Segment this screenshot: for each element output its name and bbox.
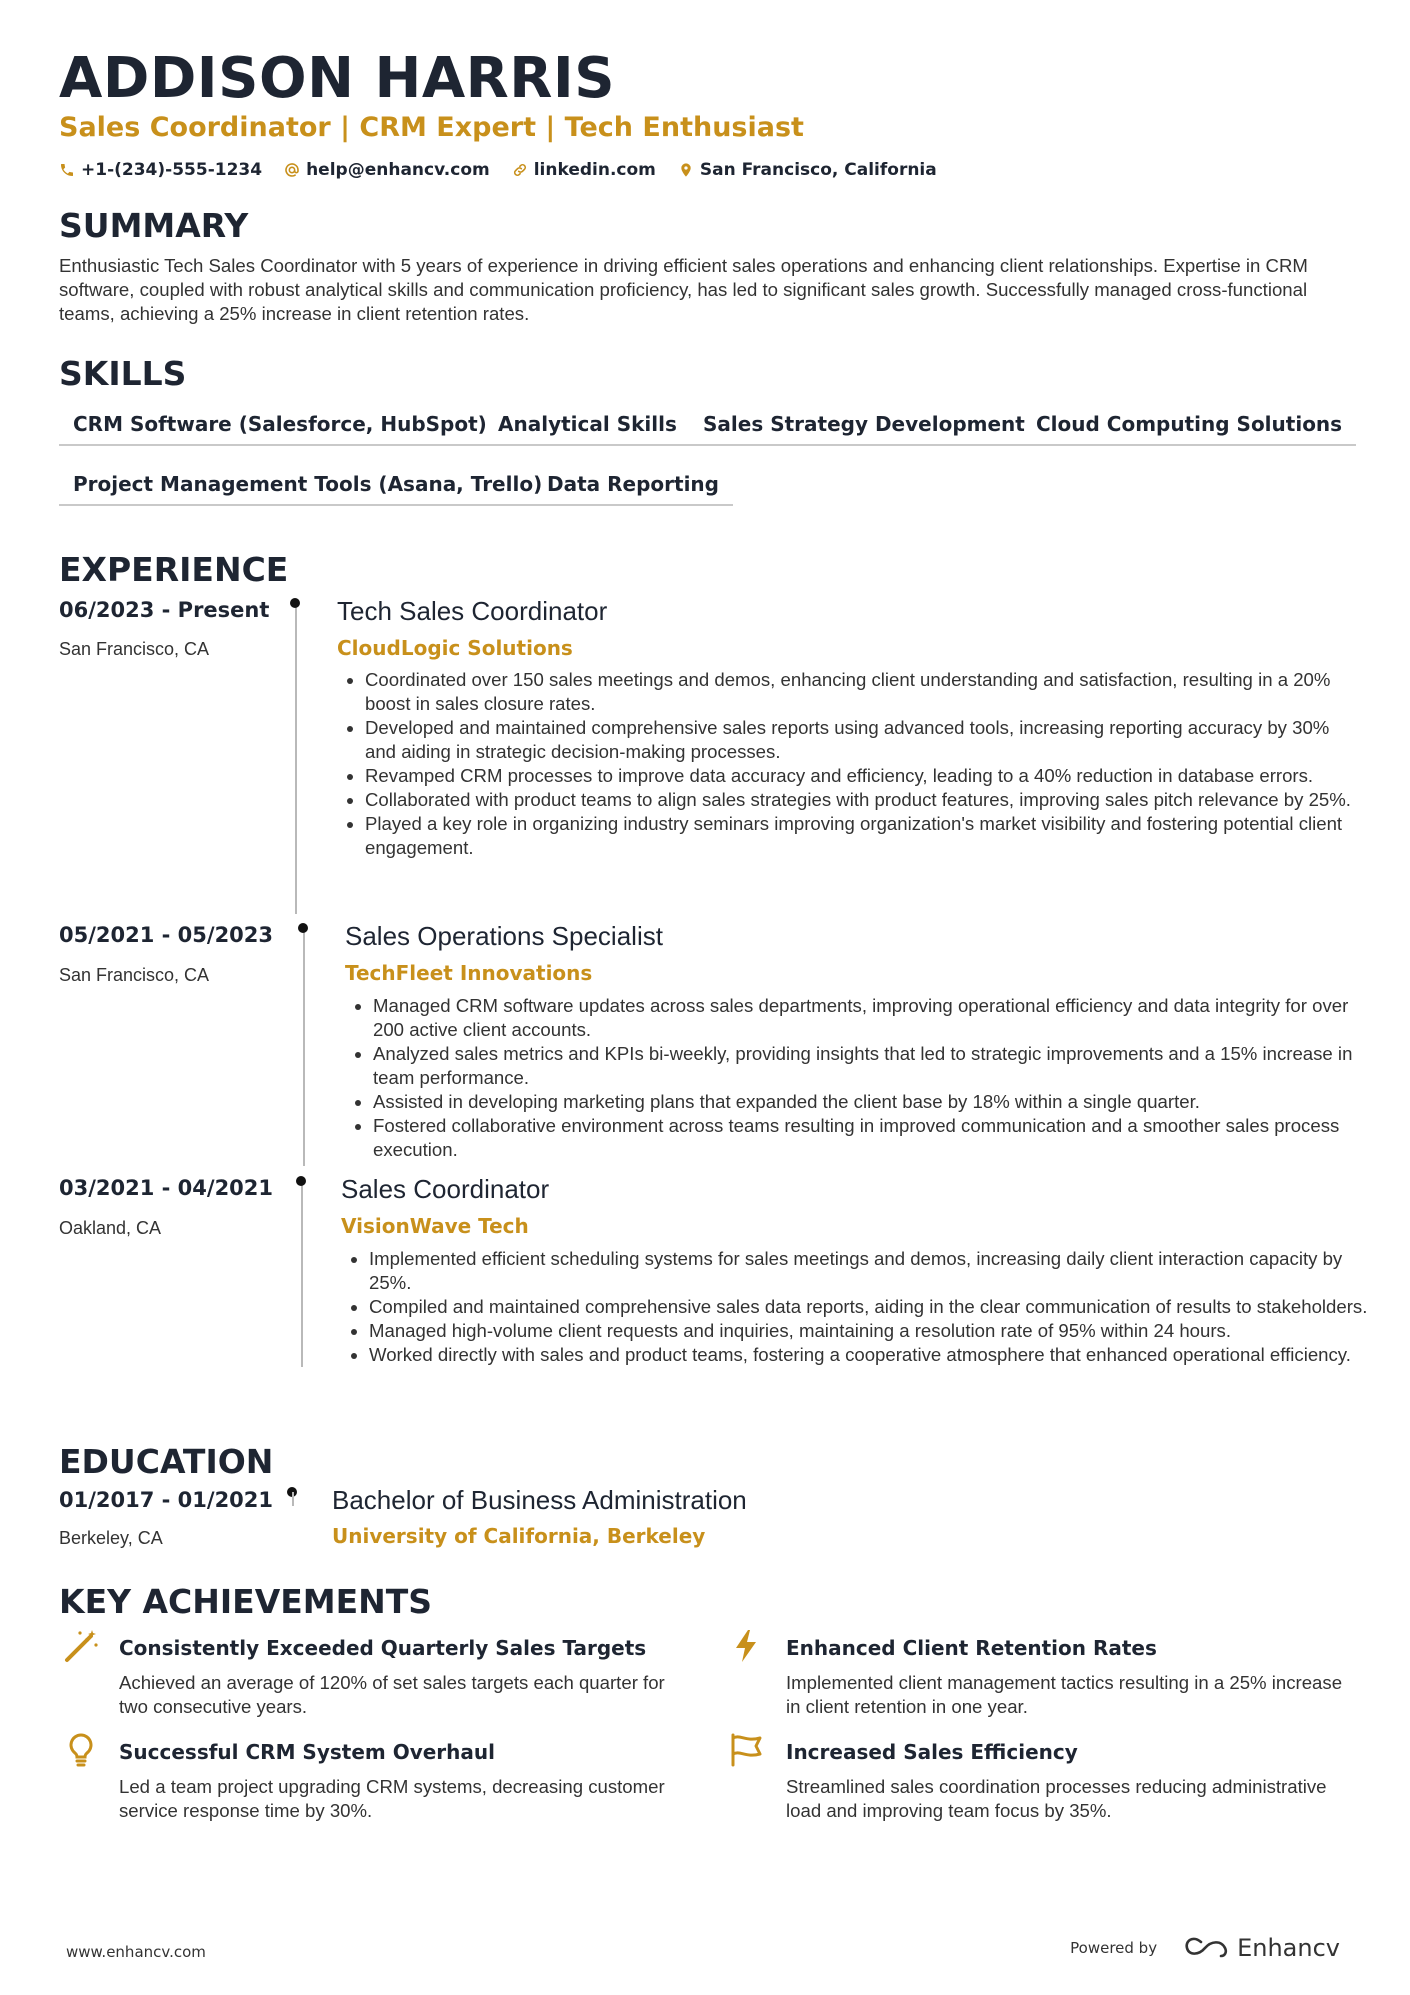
job-location: San Francisco, CA [59,965,210,985]
contact-bar [59,160,937,180]
contact-phone[interactable] [59,160,262,180]
timeline-line [303,928,305,1166]
job-title: Sales Operations Specialist [345,921,663,951]
powered-by-label: Powered by [1070,1939,1158,1957]
achievement-title: Successful CRM System Overhaul [119,1740,495,1764]
candidate-name: ADDISON HARRIS [59,46,616,111]
timeline-dot [290,598,300,608]
magic-wand-icon [63,1628,99,1664]
phone-icon [59,162,75,178]
job-bullets [345,1247,1389,1367]
school-name: University of California, Berkeley [332,1524,706,1548]
job-dates: 06/2023 - Present [59,598,270,622]
skill-tag: Project Management Tools (Asana, Trello) [59,464,556,506]
achievement-title: Increased Sales Efficiency [786,1740,1078,1764]
list-item: • Fostered collaborative environment across teams resulting in improved communication and a smoother sales process execution. [373,1114,1373,1162]
skill-tag: Sales Strategy Development [689,404,1039,446]
skill-tag: Data Reporting [533,464,733,506]
brand-name: Enhancv [1237,1934,1340,1962]
company-name: VisionWave Tech [341,1214,529,1238]
location-text: San Francisco, California [699,160,937,180]
lightbulb-icon [63,1732,99,1768]
list-item: • Played a key role in organizing industry seminars improving organization's market visibility and fostering potential client engagement. [365,812,1365,860]
experience-heading: EXPERIENCE [59,550,289,589]
list-item: • Assisted in developing marketing plans that expanded the client base by 18% within a single quarter. [373,1090,1373,1114]
email-text: help@enhancv.com [306,160,490,180]
linkedin-text: linkedin.com [533,160,656,180]
headline: Sales Coordinator | CRM Expert | Tech Enthusiast [59,112,804,143]
list-item: • Coordinated over 150 sales meetings and demos, enhancing client understanding and satisfaction, resulting in a 20% boost in sales closure rates. [365,668,1365,716]
education-heading: EDUCATION [59,1442,274,1481]
at-icon [284,162,300,178]
skill-tag: CRM Software (Salesforce, HubSpot) [59,404,501,446]
company-name: TechFleet Innovations [345,961,593,985]
job-location: San Francisco, CA [59,639,210,659]
summary-heading: SUMMARY [59,206,249,245]
job-title: Tech Sales Coordinator [337,596,608,626]
list-item: • Implemented efficient scheduling systems for sales meetings and demos, increasing daily client interaction capacity by 25%. [369,1247,1389,1295]
summary-text: Enthusiastic Tech Sales Coordinator with 5 years of experience in driving efficient sales operations and enhancing client relationships. Expertise in CRM software, coupled with robust analytical skills and communication proficiency, has led to significant sales growth. Successfully managed cross-functional teams, achieving a 25% increase in client retention rates. [59,255,1308,324]
enhancv-logo-icon [1183,1936,1229,1960]
list-item: • Analyzed sales metrics and KPIs bi-weekly, providing insights that led to strategic improvements and a 15% increase in team performance. [373,1042,1373,1090]
achievement-desc: Led a team project upgrading CRM systems, decreasing customer service response time by 30%. [119,1776,665,1821]
list-item: • Developed and maintained comprehensive sales reports using advanced tools, increasing reporting accuracy by 30% and aiding in strategic decision-making processes. [365,716,1365,764]
list-item: • Worked directly with sales and product teams, fostering a cooperative atmosphere that enhanced operational efficiency. [369,1343,1389,1367]
skill-tag: Cloud Computing Solutions [1022,404,1356,446]
timeline-dot [298,923,308,933]
job-title: Sales Coordinator [341,1174,550,1204]
achievements-heading: KEY ACHIEVEMENTS [59,1582,433,1621]
achievement-desc: Implemented client management tactics resulting in a 25% increase in client retention in one year. [786,1672,1343,1717]
achievement-title: Consistently Exceeded Quarterly Sales Targets [119,1636,647,1660]
job-dates: 03/2021 - 04/2021 [59,1176,274,1200]
footer-branding [1070,1934,1340,1962]
list-item: • Revamped CRM processes to improve data accuracy and efficiency, leading to a 40% reduction in database errors. [365,764,1365,788]
contact-linkedin[interactable] [512,160,656,180]
flag-icon [728,1732,764,1768]
list-item: • Managed high-volume client requests and inquiries, maintaining a resolution rate of 95% within 24 hours. [369,1319,1389,1343]
phone-text: +1-(234)-555-1234 [81,160,263,180]
lightning-bolt-icon [728,1628,764,1664]
timeline-line [301,1181,303,1367]
timeline-line [292,1492,294,1506]
achievement-desc: Streamlined sales coordination processes reducing administrative load and improving team focus by 35%. [786,1776,1327,1821]
skills-heading: SKILLS [59,354,187,393]
achievement-desc: Achieved an average of 120% of set sales targets each quarter for two consecutive years. [119,1672,665,1717]
location-pin-icon [678,162,694,178]
list-item: • Managed CRM software updates across sales departments, improving operational efficiency and data integrity for over 200 active client accounts. [373,994,1373,1042]
achievement-title: Enhanced Client Retention Rates [786,1636,1157,1660]
brand-logo[interactable] [1183,1934,1340,1962]
company-name: CloudLogic Solutions [337,636,573,660]
degree-title: Bachelor of Business Administration [332,1485,747,1515]
contact-location [678,160,937,180]
job-bullets [349,994,1373,1162]
list-item: • Collaborated with product teams to align sales strategies with product features, improving sales pitch relevance by 25%. [365,788,1365,812]
job-location: Oakland, CA [59,1218,162,1238]
job-dates: 05/2021 - 05/2023 [59,923,274,947]
footer-website-link[interactable]: www.enhancv.com [66,1943,206,1961]
list-item: • Compiled and maintained comprehensive sales data reports, aiding in the clear communication of results to stakeholders. [369,1295,1389,1319]
contact-email[interactable] [284,160,490,180]
link-icon [512,162,528,178]
education-location: Berkeley, CA [59,1528,163,1548]
skill-tag: Analytical Skills [484,404,691,446]
education-dates: 01/2017 - 01/2021 [59,1488,274,1512]
timeline-dot [296,1176,306,1186]
job-bullets [341,668,1365,860]
timeline-line [295,602,297,914]
